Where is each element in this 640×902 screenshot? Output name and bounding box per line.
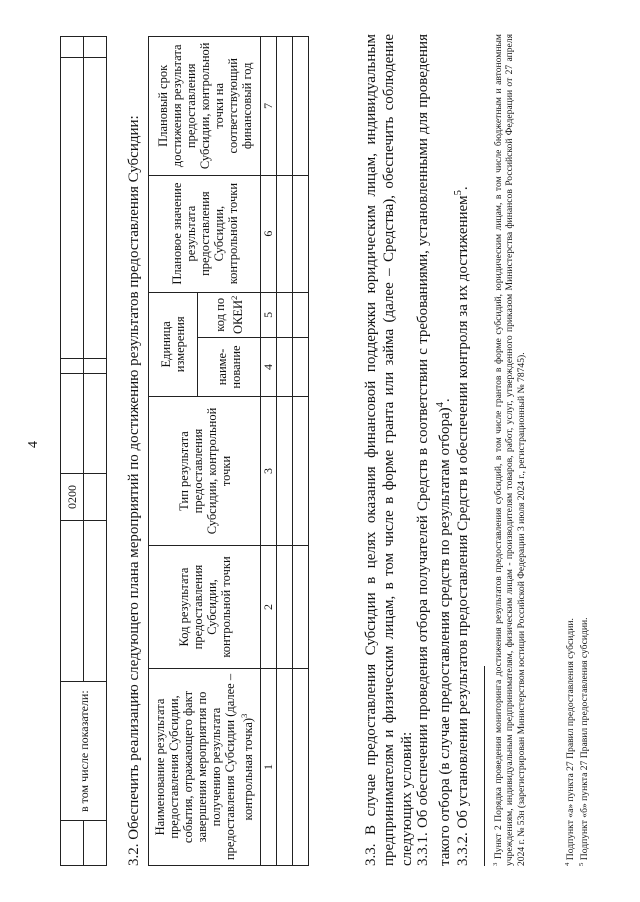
footnote-4: $^4$ Подпункт «а» пункта 27 Правил предоставления субсидии.	[564, 618, 577, 866]
page-number: 4	[26, 441, 41, 448]
unit-group-header: Единица измерения	[149, 292, 198, 396]
col2-header: Код результата предоставления Субсидии, контрольной точки	[149, 546, 261, 669]
paragraph-3-3: 3.3. В случае предоставления Субсидии в целях оказания финансовой поддержки юридическим лицам, индивидуальным предпринимателям и физическим лицам, в том числе в форме гранта или займа (далее – Средства), обеспечить соблюдение следующих условий:	[363, 34, 415, 866]
table-row	[277, 37, 293, 866]
table-row	[293, 37, 309, 866]
top-table-code: 0200	[61, 474, 84, 521]
header-row	[149, 37, 198, 866]
paragraph-3-3-1: 3.3.1. Об обеспечении проведения отбора получателей Средств в соответствии с требованиями, установленными для проведения такого отбора (в случае предоставления средств по результатам отбора)$^4$.	[415, 34, 453, 866]
col4-header: наиме-нование	[198, 338, 261, 397]
col6-header: Плановое значение результата предоставления Субсидии, контрольной точки	[149, 175, 261, 292]
col3-header: Тип результата предоставления Субсидии, контрольной точки	[149, 397, 261, 546]
col7-header: Плановый срок достижения результата предоставления Субсидии, контрольной точки на соответствующий финансовый год	[149, 37, 261, 176]
top-table-label: в том числе показатели:	[61, 682, 107, 821]
footnote-5: $^5$ Подпункт «б» пункта 27 Правил предоставления субсидии.	[578, 617, 591, 866]
main-table	[148, 36, 309, 866]
footnote-3: $^3$ Пункт 2 Порядка проведения мониторинга достижения результатов предоставления субсидий, в том числе грантов в форме субсидий, юридическим лицам, в том числе бюджетным и автономным учреждениям, индивидуальным предпринимателям, физическим лицам - производителям товаров, работ, услуг, утвержденного приказом Министерства финансов Российской Федерации от 27 апреля 2024 г. № 53н (зарегистрирован Министерством юстиции Российской Федерации 3 июля 2024 г., регистрационный № 78745).	[492, 34, 527, 866]
col5-header: код по ОКЕИ$^2$	[198, 292, 261, 337]
col1-header: Наименование результата предоставления Субсидии, события, отражающего факт завершения мероприятия по получению результата предоставления Субсидии (далее – контрольная точка)$^3$	[149, 669, 261, 866]
section-3-2-heading: 3.2. Обеспечить реализацию следующего плана мероприятий по достижению результатов предоставления Субсидии:	[126, 115, 142, 866]
footnote-separator	[484, 666, 485, 866]
top-table	[60, 36, 107, 866]
paragraph-3-3-2: 3.3.2. Об установлении результатов предоставления Средств и обеспечении контроля за их достижением$^5$.	[453, 186, 471, 866]
table-row	[61, 37, 84, 866]
number-row: 1 2 3 4 5 6 7	[261, 37, 277, 866]
